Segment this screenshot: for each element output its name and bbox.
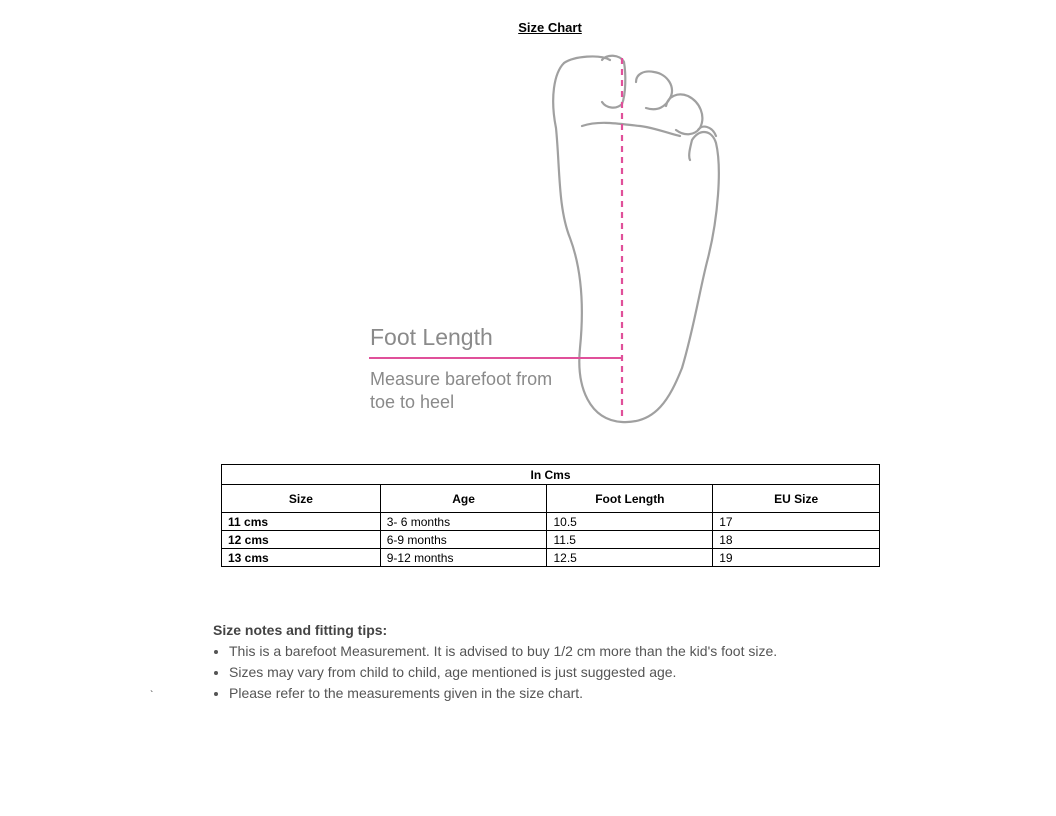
list-item: • This is a barefoot Measurement. It is advised to buy 1/2 cm more than the kid's foot size. (229, 641, 777, 662)
cell-foot-length: 12.5 (547, 549, 713, 567)
page-title: Size Chart (518, 20, 582, 35)
header-age: Age (380, 485, 547, 513)
foot-length-description-line-2: toe to heel (370, 392, 455, 412)
size-chart-table (221, 464, 880, 567)
foot-sole-outline (553, 63, 719, 422)
fitting-notes (213, 622, 777, 704)
toe-crease-outline (582, 123, 680, 136)
cell-age: 3- 6 months (380, 513, 547, 531)
foot-length-description-line-1: Measure barefoot from (370, 369, 553, 389)
list-item: • Please refer to the measurements given in the size chart. (229, 683, 777, 704)
table-row (222, 513, 880, 531)
header-eu-size: EU Size (713, 485, 880, 513)
cell-size: 13 cms (222, 549, 381, 567)
foot-length-label: Foot Length (370, 324, 493, 350)
foot-length-description (370, 368, 552, 414)
cell-age: 6-9 months (380, 531, 547, 549)
cell-foot-length: 10.5 (547, 513, 713, 531)
cell-size: 12 cms (222, 531, 381, 549)
table-row (222, 549, 880, 567)
foot-outline-illustration (540, 48, 730, 428)
cell-eu-size: 18 (713, 531, 880, 549)
header-size: Size (222, 485, 381, 513)
cell-eu-size: 19 (713, 549, 880, 567)
table-row (222, 531, 880, 549)
table-header-row (222, 485, 880, 513)
cell-age: 9-12 months (380, 549, 547, 567)
header-foot-length: Foot Length (547, 485, 713, 513)
notes-title: Size notes and fitting tips: (213, 622, 388, 638)
notes-list (213, 641, 777, 704)
fourth-toe-outline (666, 94, 702, 134)
cell-eu-size: 17 (713, 513, 880, 531)
foot-length-pointer-line (369, 357, 621, 359)
cell-size: 11 cms (222, 513, 381, 531)
list-item: • Sizes may vary from child to child, age mentioned is just suggested age. (229, 662, 777, 683)
stray-mark: ` (150, 690, 154, 701)
table-caption: In Cms (222, 465, 880, 485)
cell-foot-length: 11.5 (547, 531, 713, 549)
